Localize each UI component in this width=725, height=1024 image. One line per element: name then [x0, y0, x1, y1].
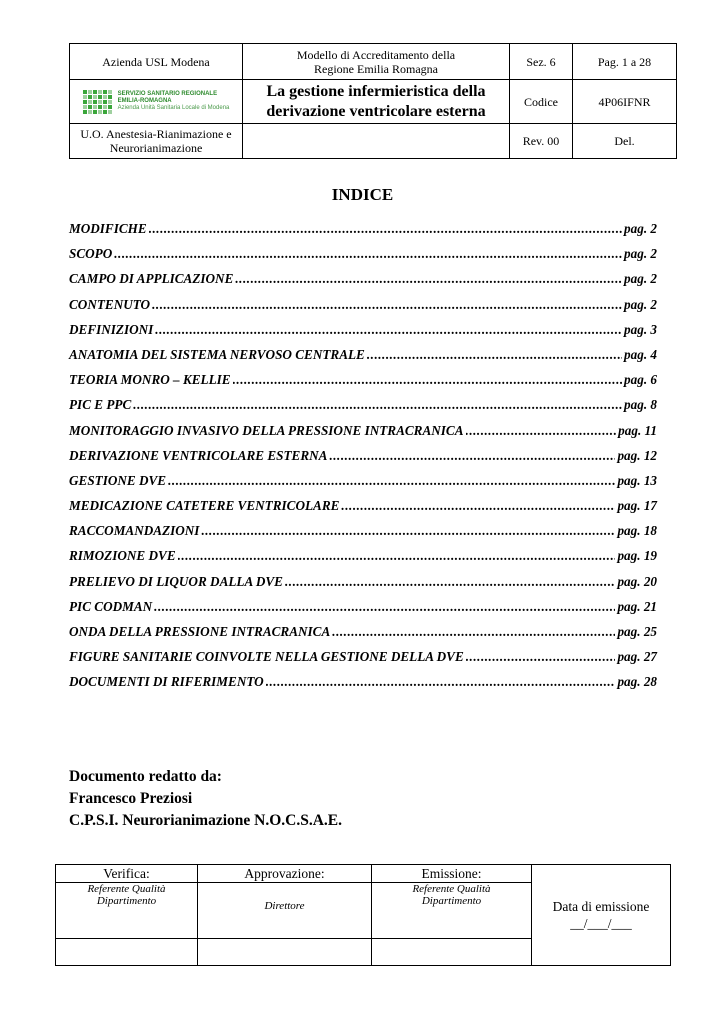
toc-entry[interactable]	[69, 473, 657, 498]
logo-line-1: SERVIZIO SANITARIO REGIONALE	[117, 91, 218, 97]
toc-entry[interactable]	[69, 297, 657, 322]
toc-entry[interactable]	[69, 347, 657, 372]
toc-entry-title: RIMOZIONE DVE	[69, 548, 176, 564]
approval-table	[55, 864, 671, 966]
toc-entry-page: pag. 28	[617, 674, 657, 690]
toc-entry-page: pag. 12	[617, 447, 657, 463]
emissione-role-line-2: Dipartimento	[421, 895, 482, 907]
document-title-line-2: derivazione ventricolare esterna	[266, 102, 486, 120]
toc-entry-page: pag. 18	[617, 523, 657, 539]
toc-entry-title: MONITORAGGIO INVASIVO DELLA PRESSIONE INTRACRANICA	[69, 422, 464, 438]
author-role: C.P.S.I. Neurorianimazione N.O.C.S.A.E.	[69, 812, 342, 829]
verifica-role-line-1: Referente Qualità	[87, 883, 166, 895]
logo-mark-icon	[83, 90, 112, 114]
toc-entry-page: pag. 20	[617, 573, 657, 589]
toc-leader-dots	[133, 397, 622, 413]
toc-entry-title: MODIFICHE	[69, 221, 147, 236]
toc-leader-dots	[235, 271, 622, 287]
toc-leader-dots	[367, 347, 622, 363]
toc-entry[interactable]	[69, 523, 657, 548]
approvazione-role-cell: Direttore	[198, 883, 372, 939]
toc-entry-title: CAMPO DI APPLICAZIONE	[69, 271, 234, 287]
approvazione-signature	[198, 939, 372, 966]
toc-entry[interactable]	[69, 221, 657, 246]
modello-line-2: Regione Emilia Romagna	[314, 61, 438, 76]
logo-line-2: EMILIA-ROMAGNA	[117, 98, 172, 104]
toc-leader-dots	[466, 423, 617, 439]
toc-entry-title: PRELIEVO DI LIQUOR DALLA DVE	[69, 573, 283, 589]
logo-line-3: Azienda Unità Sanitaria Locale di Modena	[117, 105, 230, 111]
toc-entry-page: pag. 2	[624, 221, 657, 236]
logo-cell	[70, 80, 243, 124]
toc-leader-dots	[155, 322, 622, 338]
toc-leader-dots	[266, 674, 616, 690]
toc-entry-page: pag. 27	[617, 649, 657, 665]
toc-leader-dots	[168, 473, 615, 489]
toc-entry-page: pag. 25	[617, 624, 657, 639]
toc-entry-page: pag. 6	[624, 372, 657, 388]
header-table	[69, 43, 677, 159]
verifica-header: Verifica:	[56, 865, 198, 883]
toc-entry-title: RACCOMANDAZIONI	[69, 523, 200, 539]
ssr-logo	[74, 90, 238, 114]
toc-entry[interactable]	[69, 372, 657, 397]
toc-leader-dots	[154, 599, 615, 615]
toc-entry[interactable]	[69, 649, 657, 674]
sez-cell: Sez. 6	[510, 44, 573, 80]
toc-entry-title: PIC CODMAN	[69, 598, 153, 614]
author-block	[69, 766, 342, 832]
toc-entry-title: DOCUMENTI DI RIFERIMENTO	[69, 674, 264, 690]
toc-leader-dots	[341, 498, 615, 514]
verifica-signature	[56, 939, 198, 966]
emissione-role-line-1: Referente Qualità	[412, 883, 491, 895]
toc-entry[interactable]	[69, 397, 657, 422]
emissione-signature	[372, 939, 532, 966]
toc-leader-dots	[466, 649, 616, 665]
author-line-1: Documento redatto da:	[69, 768, 222, 785]
toc-entry-title: GESTIONE DVE	[69, 472, 167, 488]
toc-entry[interactable]	[69, 423, 657, 448]
uo-cell	[70, 124, 243, 159]
toc-entry-title: MEDICAZIONE CATETERE VENTRICOLARE	[69, 498, 340, 514]
toc-leader-dots	[332, 624, 615, 640]
toc-entry[interactable]	[69, 599, 657, 624]
modello-cell	[243, 44, 510, 80]
verifica-role-line-2: Dipartimento	[96, 895, 157, 907]
document-title-cell	[243, 80, 510, 124]
toc-leader-dots	[329, 448, 615, 464]
toc-leader-dots	[114, 246, 622, 262]
toc-entry-page: pag. 8	[624, 397, 657, 413]
codice-label-cell: Codice	[510, 80, 573, 124]
approvazione-header: Approvazione:	[198, 865, 372, 883]
emissione-role-cell	[372, 883, 532, 939]
table-of-contents	[69, 221, 657, 700]
toc-entry-title: ANATOMIA DEL SISTEMA NERVOSO CENTRALE	[69, 346, 365, 362]
index-title: INDICE	[331, 185, 394, 204]
toc-entry-page: pag. 11	[618, 422, 657, 438]
toc-entry-page: pag. 2	[624, 271, 657, 287]
toc-entry-title: DERIVAZIONE VENTRICOLARE ESTERNA	[69, 447, 328, 463]
toc-entry[interactable]	[69, 322, 657, 347]
author-name: Francesco Preziosi	[69, 790, 193, 807]
uo-line-2: Neurorianimazione	[109, 141, 203, 155]
logo-text	[118, 91, 230, 112]
toc-entry-page: pag. 3	[624, 321, 657, 337]
verifica-role-cell	[56, 883, 198, 939]
toc-entry[interactable]	[69, 548, 657, 573]
toc-leader-dots	[233, 372, 622, 388]
modello-line-1: Modello di Accreditamento della	[296, 47, 456, 62]
toc-entry-title: ONDA DELLA PRESSIONE INTRACRANICA	[69, 624, 331, 639]
toc-entry-page: pag. 4	[624, 346, 657, 362]
codice-value-cell: 4P06IFNR	[573, 80, 677, 124]
azienda-cell: Azienda USL Modena	[70, 44, 243, 80]
uo-line-1: U.O. Anestesia-Rianimazione e	[80, 127, 232, 141]
toc-entry-page: pag. 21	[617, 598, 657, 614]
rev-cell: Rev. 00	[510, 124, 573, 159]
toc-entry[interactable]	[69, 674, 657, 699]
toc-entry-title: CONTENUTO	[69, 296, 151, 312]
toc-entry-title: TEORIA MONRO – KELLIE	[69, 372, 231, 388]
toc-entry-page: pag. 2	[624, 246, 657, 262]
toc-leader-dots	[152, 297, 622, 313]
toc-leader-dots	[201, 523, 615, 539]
toc-entry-title: DEFINIZIONI	[69, 321, 154, 337]
toc-entry[interactable]	[69, 498, 657, 523]
toc-leader-dots	[149, 221, 622, 237]
document-title-line-1: La gestione infermieristica della	[266, 82, 486, 100]
del-cell: Del.	[573, 124, 677, 159]
toc-entry-page: pag. 2	[624, 296, 657, 312]
data-emissione-cell	[532, 865, 671, 966]
toc-entry-page: pag. 19	[617, 548, 657, 564]
toc-entry[interactable]	[69, 624, 657, 649]
toc-leader-dots	[285, 574, 615, 590]
toc-entry-title: SCOPO	[69, 246, 113, 262]
data-emissione-value: __/___/___	[570, 916, 632, 931]
toc-entry[interactable]	[69, 448, 657, 473]
toc-entry-title: FIGURE SANITARIE COINVOLTE NELLA GESTIONE DELLA DVE	[69, 649, 464, 665]
page-count-cell: Pag. 1 a 28	[573, 44, 677, 80]
toc-leader-dots	[178, 548, 616, 564]
emissione-header: Emissione:	[372, 865, 532, 883]
toc-entry-page: pag. 13	[617, 472, 657, 488]
toc-entry[interactable]	[69, 246, 657, 271]
data-emissione-label: Data di emissione	[552, 899, 650, 914]
toc-entry[interactable]	[69, 271, 657, 296]
toc-entry-title: PIC E PPC	[69, 397, 132, 413]
toc-entry[interactable]	[69, 574, 657, 599]
toc-entry-page: pag. 17	[617, 498, 657, 514]
empty-cell	[243, 124, 510, 159]
